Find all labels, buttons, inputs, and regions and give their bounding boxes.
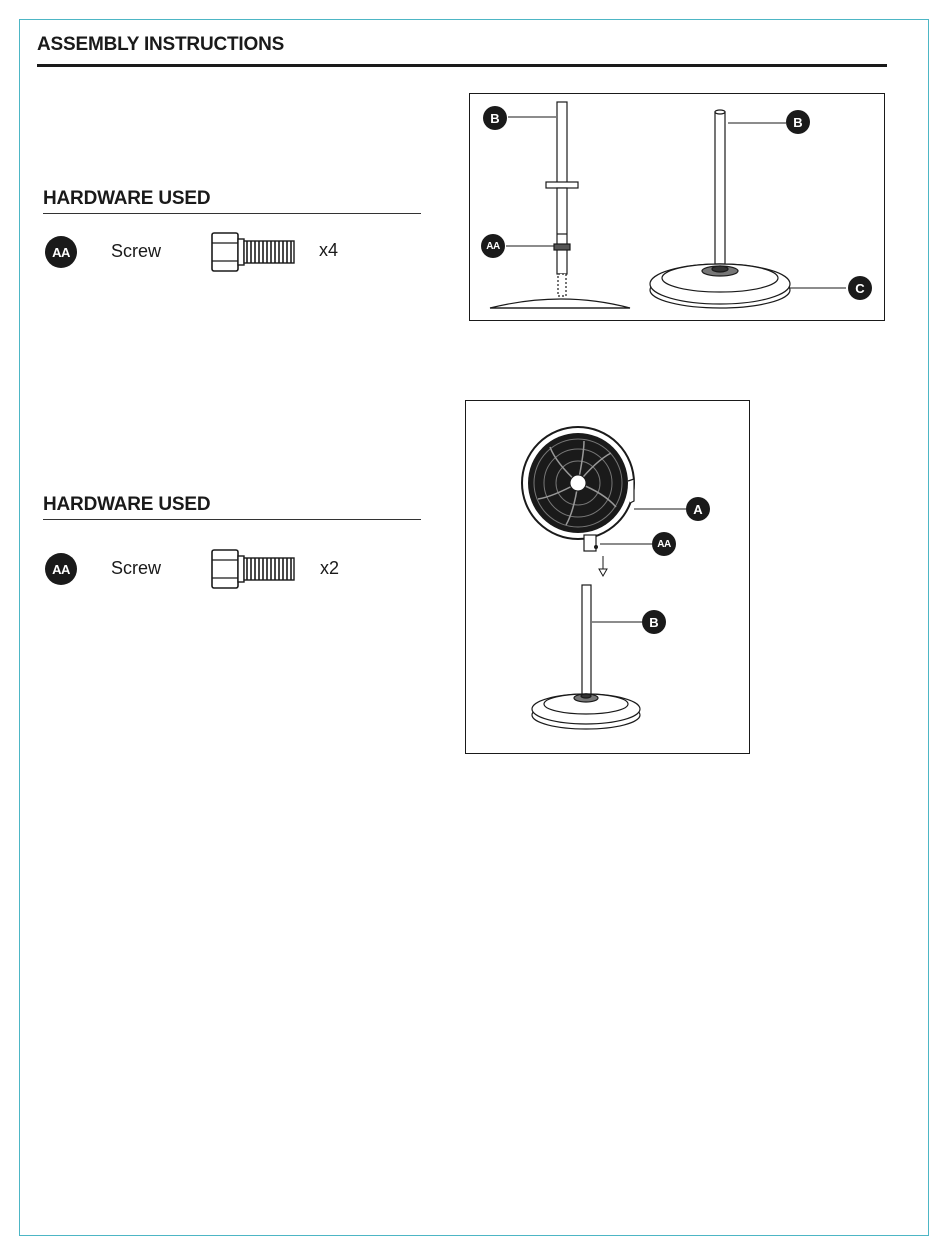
callout-screw-aa: AA (652, 532, 676, 556)
part-name: Screw (111, 558, 162, 578)
hardware-heading-step-2: HARDWARE USED (43, 494, 211, 515)
screw-icon (210, 546, 300, 597)
part-code-badge: AA (45, 553, 77, 585)
pole-icon (490, 102, 630, 308)
page-title: ASSEMBLY INSTRUCTIONS (37, 34, 285, 55)
base-icon (532, 694, 640, 729)
part-code-badge: AA (45, 236, 77, 268)
callout-pole-b: B (786, 110, 810, 134)
title-divider (37, 64, 887, 67)
figure-step-1 (469, 93, 885, 321)
hardware-divider-step-1 (43, 213, 421, 214)
pole-icon (582, 585, 591, 697)
figure-step-2 (465, 400, 750, 754)
screw-icon (210, 229, 300, 280)
fan-head-icon (522, 427, 634, 551)
callout-pole-b: B (483, 106, 507, 130)
callout-pole-b: B (642, 610, 666, 634)
hardware-divider-step-2 (43, 519, 421, 520)
pole-icon (715, 110, 725, 264)
part-quantity: x4 (319, 240, 339, 260)
part-quantity: x2 (320, 558, 340, 578)
hardware-heading-step-1: HARDWARE USED (43, 188, 211, 209)
part-name: Screw (111, 241, 162, 261)
base-icon (650, 264, 790, 308)
callout-screw-aa: AA (481, 234, 505, 258)
callout-base-c: C (848, 276, 872, 300)
callout-fan-head-a: A (686, 497, 710, 521)
